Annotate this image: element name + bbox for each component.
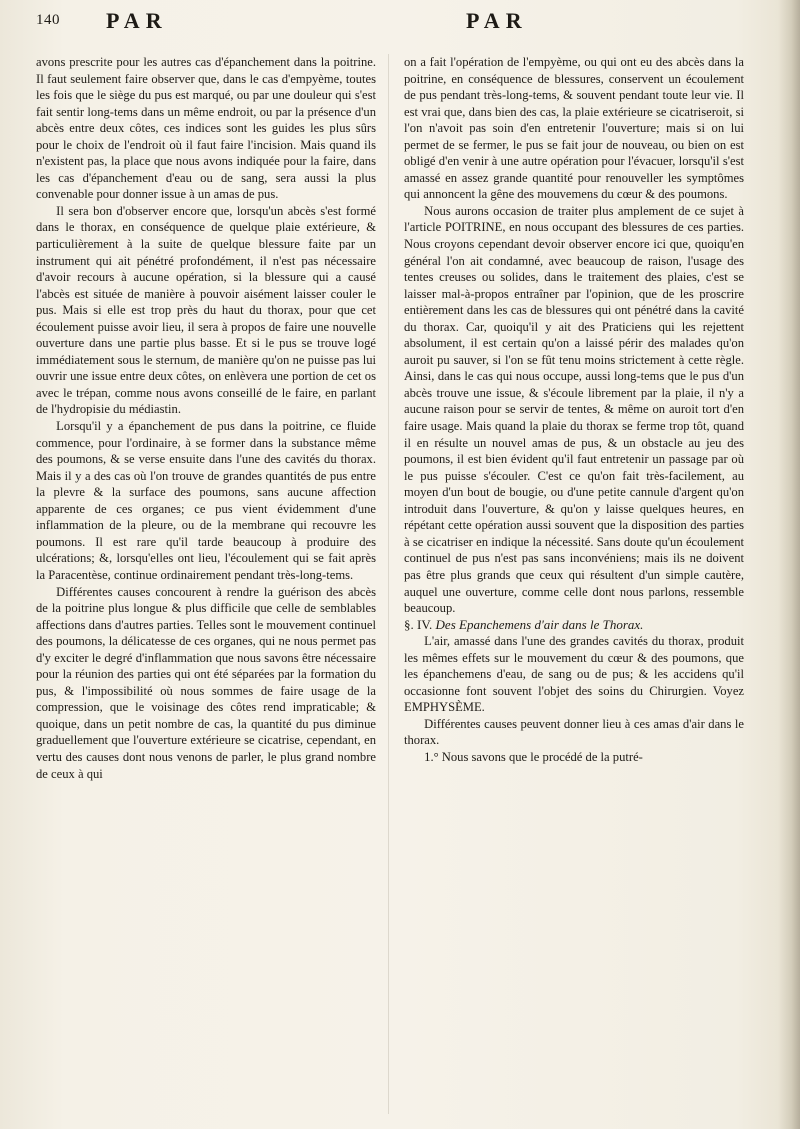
running-head-right: PAR [466, 8, 528, 33]
right-paragraph-2: Nous aurons occasion de traiter plus amplement de ce sujet à l'article POITRINE, en nous occupant des blessures de ces parties. Nous croyons cependant devoir observer encore ici que, quoiqu'en général l'on ait condamné, avec beaucoup de raison, l'usage des tentes creuses ou solides, dans le traitement des plaies, c'est se laisser mal-à-propos entraîner par l'opinion, que de les proscrire entièrement dans les cas de blessures qui ont pénétré dans la cavité du thorax. Car, quoiqu'il y ait des Praticiens qui les rejettent absolument, il est certain qu'on a laissé périr des malades qu'on auroit pu sauver, si l'on se fût tenu moins strictement à cette règle. Ainsi, dans le cas qui nous occupe, aussi long-tems que le pus d'un abcès trouve une issue, & s'écoule librement par la plaie, il n'y a aucune raison pour se servir de tentes, & même on auroit tort d'en faire usage. Mais quand la plaie du thorax se ferme trop tôt, quand il en résulte un nouvel amas de pus, & un obstacle au jeu des poumons, il est bien évident qu'il faut entretenir un passage par où le pus puisse s'écouler. C'est ce qu'on fait très-facilement, au moyen d'un bout de bougie, ou d'une petite cannule d'argent qu'on introduit dans l'ouverture, & qu'on y laisse quelques heures, en répétant cette opération aussi souvent que la disposition des parties à se cicatriser en indique la nécessité. Sans doute qu'un écoulement continuel de pus n'est pas sans inconvéniens; mais ils ne doivent pas être plus grands que ceux qui résultent d'un simple cautère, auquel une ouverture, comme celle dont nous parlons, ressemble beaucoup. [404, 203, 744, 616]
right-paragraph-3: L'air, amassé dans l'une des grandes cavités du thorax, produit les mêmes effets sur le mouvement du cœur & des poumons, que les épanchemens d'eau, de sang ou de pus; & les accidens qu'il occasionne font souvent l'objet des soins du Chirurgien. Voyez EMPHYSÈME. [404, 634, 744, 715]
right-paragraph-4: Différentes causes peuvent donner lieu à ces amas d'air dans le thorax. [404, 716, 744, 748]
running-head-left: PAR [106, 8, 168, 33]
left-paragraph-2: Il sera bon d'observer encore que, lorsqu'un abcès s'est formé dans le thorax, en conséquence de quelque plaie extérieure, & particulièrement à la suite de quelque blessure faite par un instrument qui ait pénétré profondément, il n'est pas nécessaire d'avoir recours à aucune opération, si la blessure qui a causé l'abcès est située de manière à pouvoir aisément laisser couler le pus. Mais si elle est trop près du haut du thorax, pour que cet écoulement puisse avoir lieu, il sera à propos de faire une nouvelle ouverture dans une partie plus basse. Et si le pus se trouve logé immédiatement sous le sternum, de manière qu'on ne puisse pas lui ouvrir une issue entre deux côtes, on enlèvera une portion de cet os avec le trépan, comme nous avons conseillé de le faire, en parlant de l'hydropisie du médiastin. [36, 203, 376, 417]
section-number: §. IV. [404, 616, 433, 632]
left-paragraph-3: Lorsqu'il y a épanchement de pus dans la poitrine, ce fluide commence, pour l'ordinaire, à se former dans la substance même des poumons, & se verse ensuite dans l'une des cavités du thorax. Mais il y a des cas où l'on trouve de grandes quantités de pus entre la plevre & la surface des poumons, sans aucune affection apparente de ces organes; ce pus vient évidemment d'une inflammation de la pleure, ou de la membrane qui recouvre les poumons. Il est rare qu'il tarde beaucoup à produire des ulcérations; &, lorsqu'elles ont lieu, l'écoulement qui se fait après la Paracentèse, continue ordinairement pendant très-long-tems. [36, 419, 376, 582]
right-paragraph-5: 1.° Nous savons que le procédé de la putré- [424, 749, 643, 764]
page-number: 140 [36, 12, 60, 28]
left-paragraph-1: avons prescrite pour les autres cas d'épanchement dans la poitrine. Il faut seulement faire observer que, dans le cas d'empyème, toutes les fois que le siège du pus est marqué, ou par une douleur qui s'est fait sentir long-tems dans un même endroit, ou par la présence d'un abcès entre deux côtes, ces indices sont les guides les plus sûrs pour le choix de l'endroit où il faut faire l'incision. Mais quand ils n'existent pas, la place que nous avons indiquée pour la faire, dans les cas d'épanchement d'eau ou de sang, sera aussi la plus convenable pour donner issue à un amas de pus. [36, 55, 376, 202]
left-column [36, 54, 376, 782]
right-column [404, 54, 744, 766]
page-header [36, 6, 766, 46]
column-gutter [388, 54, 389, 1114]
right-paragraph-1: on a fait l'opération de l'empyème, ou qui ont eu des abcès dans la poitrine, en conséquence de blessures, conservent un écoulement de pus pendant très-long-tems, & souvent pendant toute leur vie. Il est vrai que, dans bien des cas, la plaie extérieure se cicatriseroit, si l'on n'avoit pas soin d'en entretenir l'ouverture; mais si on lui permet de se fermer, le pus se fait jour de nouveau, ou bien on est obligé d'en venir à une autre opération pour l'évacuer, lorsqu'il s'est amassé en assez grande quantité pour renouveller les symptômes qui annoncent la gêne des mouvemens du cœur & des poumons. [404, 55, 744, 202]
section-heading [404, 617, 744, 634]
left-paragraph-4: Différentes causes concourent à rendre la guérison des abcès de la poitrine plus longue & plus difficile que celle de semblables affections dans d'autres parties. Telles sont le mouvement continuel des poumons, la délicatesse de ces organes, qui ne nous permet pas d'y exciter le degré d'inflammation que nous savons être nécessaire pour la réunion des parties qui ont été séparées par la formation du pus, & l'impossibilité où nous sommes de faire usage de la compression, que le voisinage des côtes rend impraticable; & quoique, dans un petit nombre de cas, la quantité du pus diminue graduellement que l'ouverture extérieure se cicatrise, cependant, en vertu des causes dont nous venons de parler, le plus grand nombre de ceux à qui [36, 584, 376, 781]
page-edge-shadow [778, 0, 800, 1129]
section-title: Des Epanchemens d'air dans le Thorax. [435, 616, 644, 632]
